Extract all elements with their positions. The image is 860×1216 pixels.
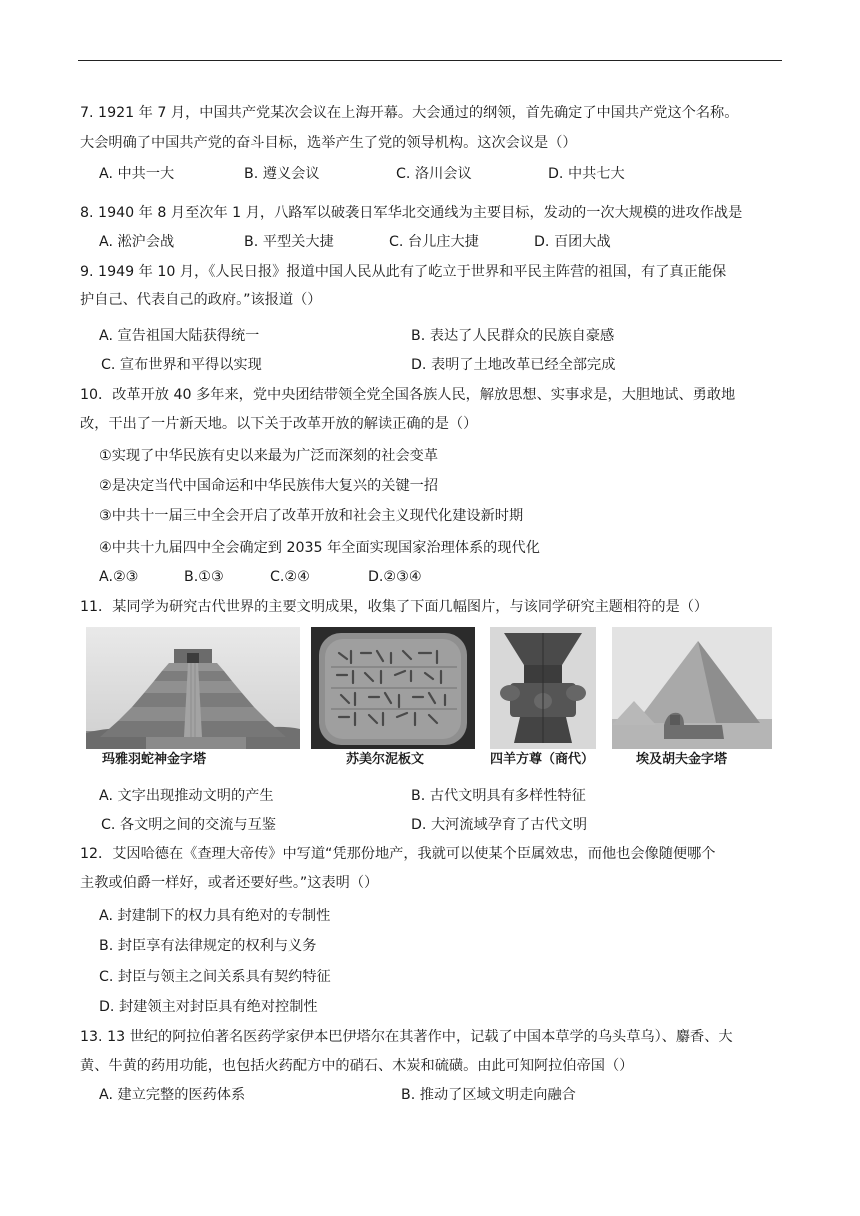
clay-tablet-image	[311, 627, 475, 749]
q12-stem-line-2: 主教或伯爵一样好，或者还要好些。”这表明（）	[80, 875, 379, 891]
mayan-pyramid-image	[86, 627, 300, 749]
q9-stem-line-1: 9. 1949 年 10 月，《人民日报》报道中国人民从此有了屹立于世界和平民主阵营的祖国，有了真正能保	[80, 264, 727, 280]
q13-stem-line-2: 黄、牛黄的药用功能，也包括火药配方中的硝石、木炭和硫磺。由此可知阿拉伯帝国（）	[80, 1058, 634, 1074]
q10-stem-line-1: 10．改革开放 40 多年来，党中央团结带领全党全国各族人民，解放思想、实事求是，大胆地试、勇敢地	[80, 387, 736, 403]
q10-statement-4: ④中共十九届四中全会确定到 2035 年全面实现国家治理体系的现代化	[99, 540, 540, 556]
clay-tablet-caption: 苏美尔泥板文	[346, 752, 425, 767]
q8-option-a[interactable]: A. 淞沪会战	[99, 234, 175, 250]
q9-option-b[interactable]: B. 表达了人民群众的民族自豪感	[411, 328, 615, 344]
q10-statement-2: ②是决定当代中国命运和中华民族伟大复兴的关键一招	[99, 478, 439, 494]
q12-option-b[interactable]: B. 封臣享有法律规定的权利与义务	[99, 938, 317, 954]
q11-option-b[interactable]: B. 古代文明具有多样性特征	[411, 788, 586, 804]
q7-option-a[interactable]: A. 中共一大	[99, 166, 175, 182]
q7-option-d[interactable]: D. 中共七大	[548, 166, 625, 182]
q11-option-d[interactable]: D. 大河流域孕育了古代文明	[411, 817, 588, 833]
q10-option-b[interactable]: B.①③	[184, 569, 224, 585]
q13-option-b[interactable]: B. 推动了区域文明走向融合	[401, 1087, 576, 1103]
q11-stem-line-1: 11．某同学为研究古代世界的主要文明成果，收集了下面几幅图片，与该同学研究主题相符的是（）	[80, 599, 709, 615]
bronze-zun-caption: 四羊方尊（商代）	[490, 752, 595, 767]
q8-option-b[interactable]: B. 平型关大捷	[244, 234, 334, 250]
q11-option-c[interactable]: C. 各文明之间的交流与互鉴	[101, 817, 276, 833]
q13-stem-line-1: 13. 13 世纪的阿拉伯著名医药学家伊本巴伊塔尔在其著作中，记载了中国本草学的乌头草乌）、麝香、大	[80, 1029, 733, 1045]
q13-option-a[interactable]: A. 建立完整的医药体系	[99, 1087, 246, 1103]
q8-option-c[interactable]: C. 台儿庄大捷	[389, 234, 479, 250]
q9-option-c[interactable]: C. 宣布世界和平得以实现	[101, 357, 262, 373]
q7-option-b[interactable]: B. 遵义会议	[244, 166, 320, 182]
q9-option-a[interactable]: A. 宣告祖国大陆获得统一	[99, 328, 260, 344]
q9-option-d[interactable]: D. 表明了土地改革已经全部完成	[411, 357, 616, 373]
q10-option-d[interactable]: D.②③④	[368, 569, 422, 585]
q10-stem-line-2: 改，干出了一片新天地。以下关于改革开放的解读正确的是（）	[80, 416, 478, 432]
q12-option-d[interactable]: D. 封建领主对封臣具有绝对控制性	[99, 999, 318, 1015]
q12-stem-line-1: 12．艾因哈德在《查理大帝传》中写道“凭那份地产，我就可以使某个臣属效忠，而他也会像随便哪个	[80, 846, 716, 862]
q7-stem-line-1: 7. 1921 年 7 月，中国共产党某次会议在上海开幕。大会通过的纲领，首先确定了中国共产党这个名称。	[80, 105, 739, 121]
mayan-pyramid-caption: 玛雅羽蛇神金字塔	[102, 752, 207, 767]
q12-option-c[interactable]: C. 封臣与领主之间关系具有契约特征	[99, 969, 331, 985]
q7-option-c[interactable]: C. 洛川会议	[396, 166, 472, 182]
khufu-pyramid-caption: 埃及胡夫金字塔	[636, 752, 728, 767]
q10-option-a[interactable]: A.②③	[99, 569, 139, 585]
q12-option-a[interactable]: A. 封建制下的权力具有绝对的专制性	[99, 908, 331, 924]
header-rule	[78, 60, 782, 61]
bronze-zun-image	[490, 627, 596, 749]
q10-statement-3: ③中共十一届三中全会开启了改革开放和社会主义现代化建设新时期	[99, 508, 524, 524]
q10-option-c[interactable]: C.②④	[270, 569, 310, 585]
q8-stem-line-1: 8. 1940 年 8 月至次年 1 月，八路军以破袭日军华北交通线为主要目标，发动的一次大规模的进攻作战是	[80, 205, 743, 221]
q8-option-d[interactable]: D. 百团大战	[534, 234, 611, 250]
q7-stem-line-2: 大会明确了中国共产党的奋斗目标，选举产生了党的领导机构。这次会议是（）	[80, 135, 577, 151]
q10-statement-1: ①实现了中华民族有史以来最为广泛而深刻的社会变革	[99, 448, 439, 464]
q9-stem-line-2: 护自己、代表自己的政府。”该报道（）	[80, 292, 322, 308]
khufu-pyramid-image	[612, 627, 772, 749]
q11-option-a[interactable]: A. 文字出现推动文明的产生	[99, 788, 274, 804]
